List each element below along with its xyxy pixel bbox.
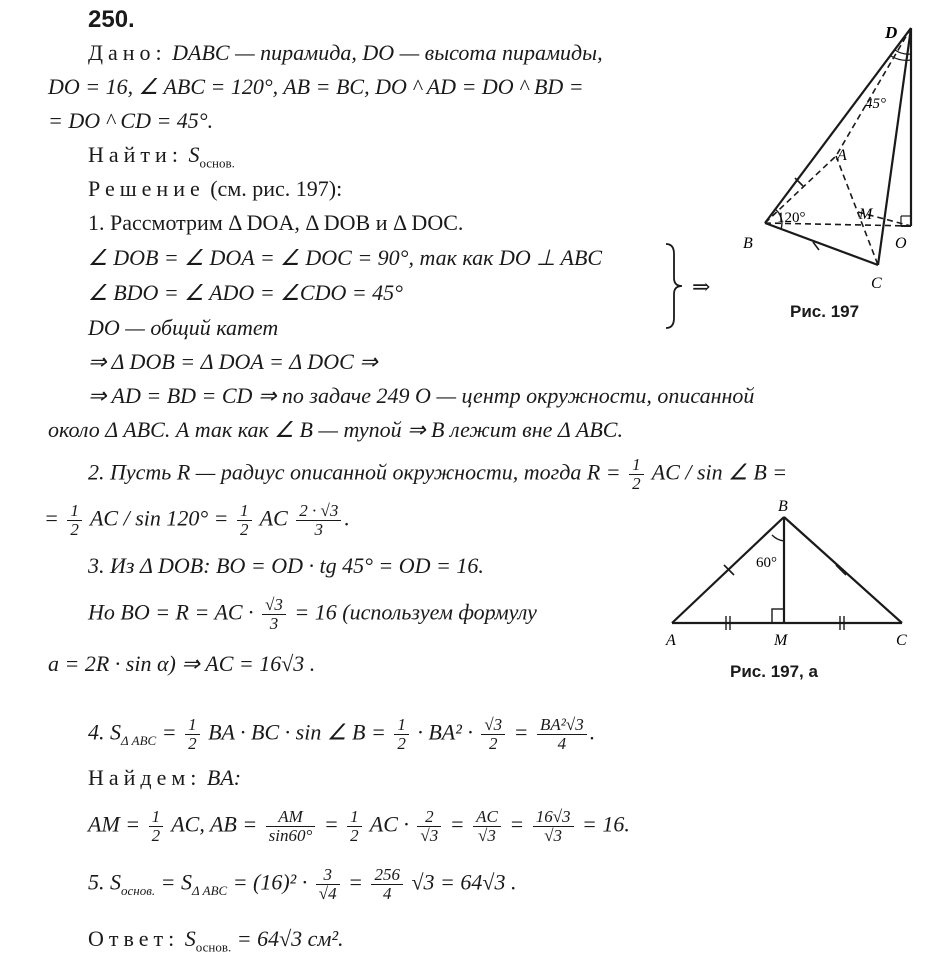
figure-197 [735, 20, 935, 300]
curly-brace [660, 240, 690, 332]
solution-ref: (см. рис. 197): [210, 176, 343, 201]
find2-line: Найдем: BA: [88, 765, 242, 790]
fig197a-caption: Рис. 197, а [730, 662, 818, 681]
step1-c: DO — общий катет [88, 315, 279, 340]
step1-f: около Δ ABC. А так как ∠ B — тупой ⇒ B лежит вне Δ ABC. [48, 417, 623, 442]
figure-197a [660, 495, 920, 655]
step1-line: 1. Рассмотрим Δ DOA, Δ DOB и Δ DOC. [88, 210, 464, 235]
step1-e: ⇒ AD = BD = CD ⇒ по задаче 249 O — центр окружности, описанной [88, 383, 755, 408]
given-line-1 [88, 42, 603, 64]
label-C: C [871, 275, 882, 292]
step2-start: 2. Пусть R — радиус описанной окружности, тогда R = [88, 459, 621, 485]
edge-BC [765, 223, 878, 265]
label-a-M: M [774, 632, 788, 649]
half-frac: $\frac{1}{2}$ [629, 456, 644, 493]
given-line-3: = DO ^ CD = 45°. [48, 108, 214, 133]
step5-line: 5. $S_{основ.} = S_{\Delta ABC} = (16)^2$ · $\frac{3}{√4}$ = $\frac{256}{4}$ √3 = 64√3 . [88, 865, 517, 903]
problem-number: 250. [88, 6, 135, 33]
am-line: AM = $\frac{1}{2}$ AC, AB = $\frac{AM}{\sin 60^\circ}$ = $\frac{1}{2}$ AC · $\frac{2}{√3}$ = $\frac{AC}{√3}$ = $\frac{16√3}{√3}$ = 16. [88, 807, 630, 845]
label-a-B: B [778, 498, 788, 515]
find-value: S [188, 142, 200, 167]
label-60: 60° [756, 555, 777, 571]
step2-frac: $\frac{2 \cdot √3}{3}$ [296, 502, 341, 539]
label-M: M [859, 206, 873, 223]
step4-line: 4. $S_{\Delta ABC}$ = $\frac{1}{2}$ BA · BC · sin ∠ B = $\frac{1}{2}$ · BA² · $\frac{√3}{2}$ = $\frac{\text{BA²√3}}{4}$ . [88, 715, 596, 753]
answer-line: Ответ: $S_{основ.} = 64√3$ см². [88, 926, 344, 955]
solution-label: Решение [88, 176, 205, 201]
label-a-C: C [896, 632, 907, 649]
label-B: B [743, 235, 753, 252]
find-sub: основ. [199, 155, 235, 171]
given-text-1: DABC — пирамида, DO — высота пирамиды, [172, 40, 603, 65]
step3-line2: Но BO = R = AC · $\frac{√3}{3}$ = 16 (используем формулу [88, 595, 537, 633]
label-D: D [885, 23, 898, 42]
step1-a: ∠ DOB = ∠ DOA = ∠ DOC = 90°, так как DO ⊥ ABC [88, 245, 603, 270]
find-label: Найти: [88, 142, 183, 167]
label-A: A [837, 147, 847, 164]
edge-DC [878, 28, 911, 265]
step4-frac: $\frac{\text{BA²√3}}{4}$ [537, 716, 587, 753]
step3-line1: 3. Из Δ DOB: BO = OD · tg 45° = OD = 16. [88, 553, 484, 578]
edge-DB [765, 28, 911, 223]
step1-d: ⇒ Δ DOB = Δ DOA = Δ DOC ⇒ [88, 349, 378, 374]
label-a-A: A [666, 632, 676, 649]
step2-line1 [88, 456, 787, 493]
step2-end: AC / sin ∠ B = [651, 459, 788, 485]
given-label: Дано: [88, 40, 167, 65]
solution-line [88, 178, 342, 200]
given-line-2: DO = 16, ∠ ABC = 120°, AB = BC, DO ^ AD = DO ^ BD = [48, 74, 584, 99]
brace-arrow: ⇒ [692, 274, 711, 299]
find-line [88, 144, 235, 169]
label-O: O [895, 235, 907, 252]
label-45: 45° [865, 96, 886, 112]
step3-line3: a = 2R · sin α) ⇒ AC = 16√3 . [48, 651, 316, 676]
step2-line2: = $\frac{1}{2}$ AC / sin 120° = $\frac{1}{2}$ AC $\frac{2 \cdot √3}{3}$ . [44, 501, 350, 539]
fig197-caption: Рис. 197 [790, 302, 860, 321]
step1-b: ∠ BDO = ∠ ADO = ∠CDO = 45° [88, 280, 403, 305]
label-120: 120° [777, 210, 806, 226]
edge-DA [836, 28, 911, 156]
